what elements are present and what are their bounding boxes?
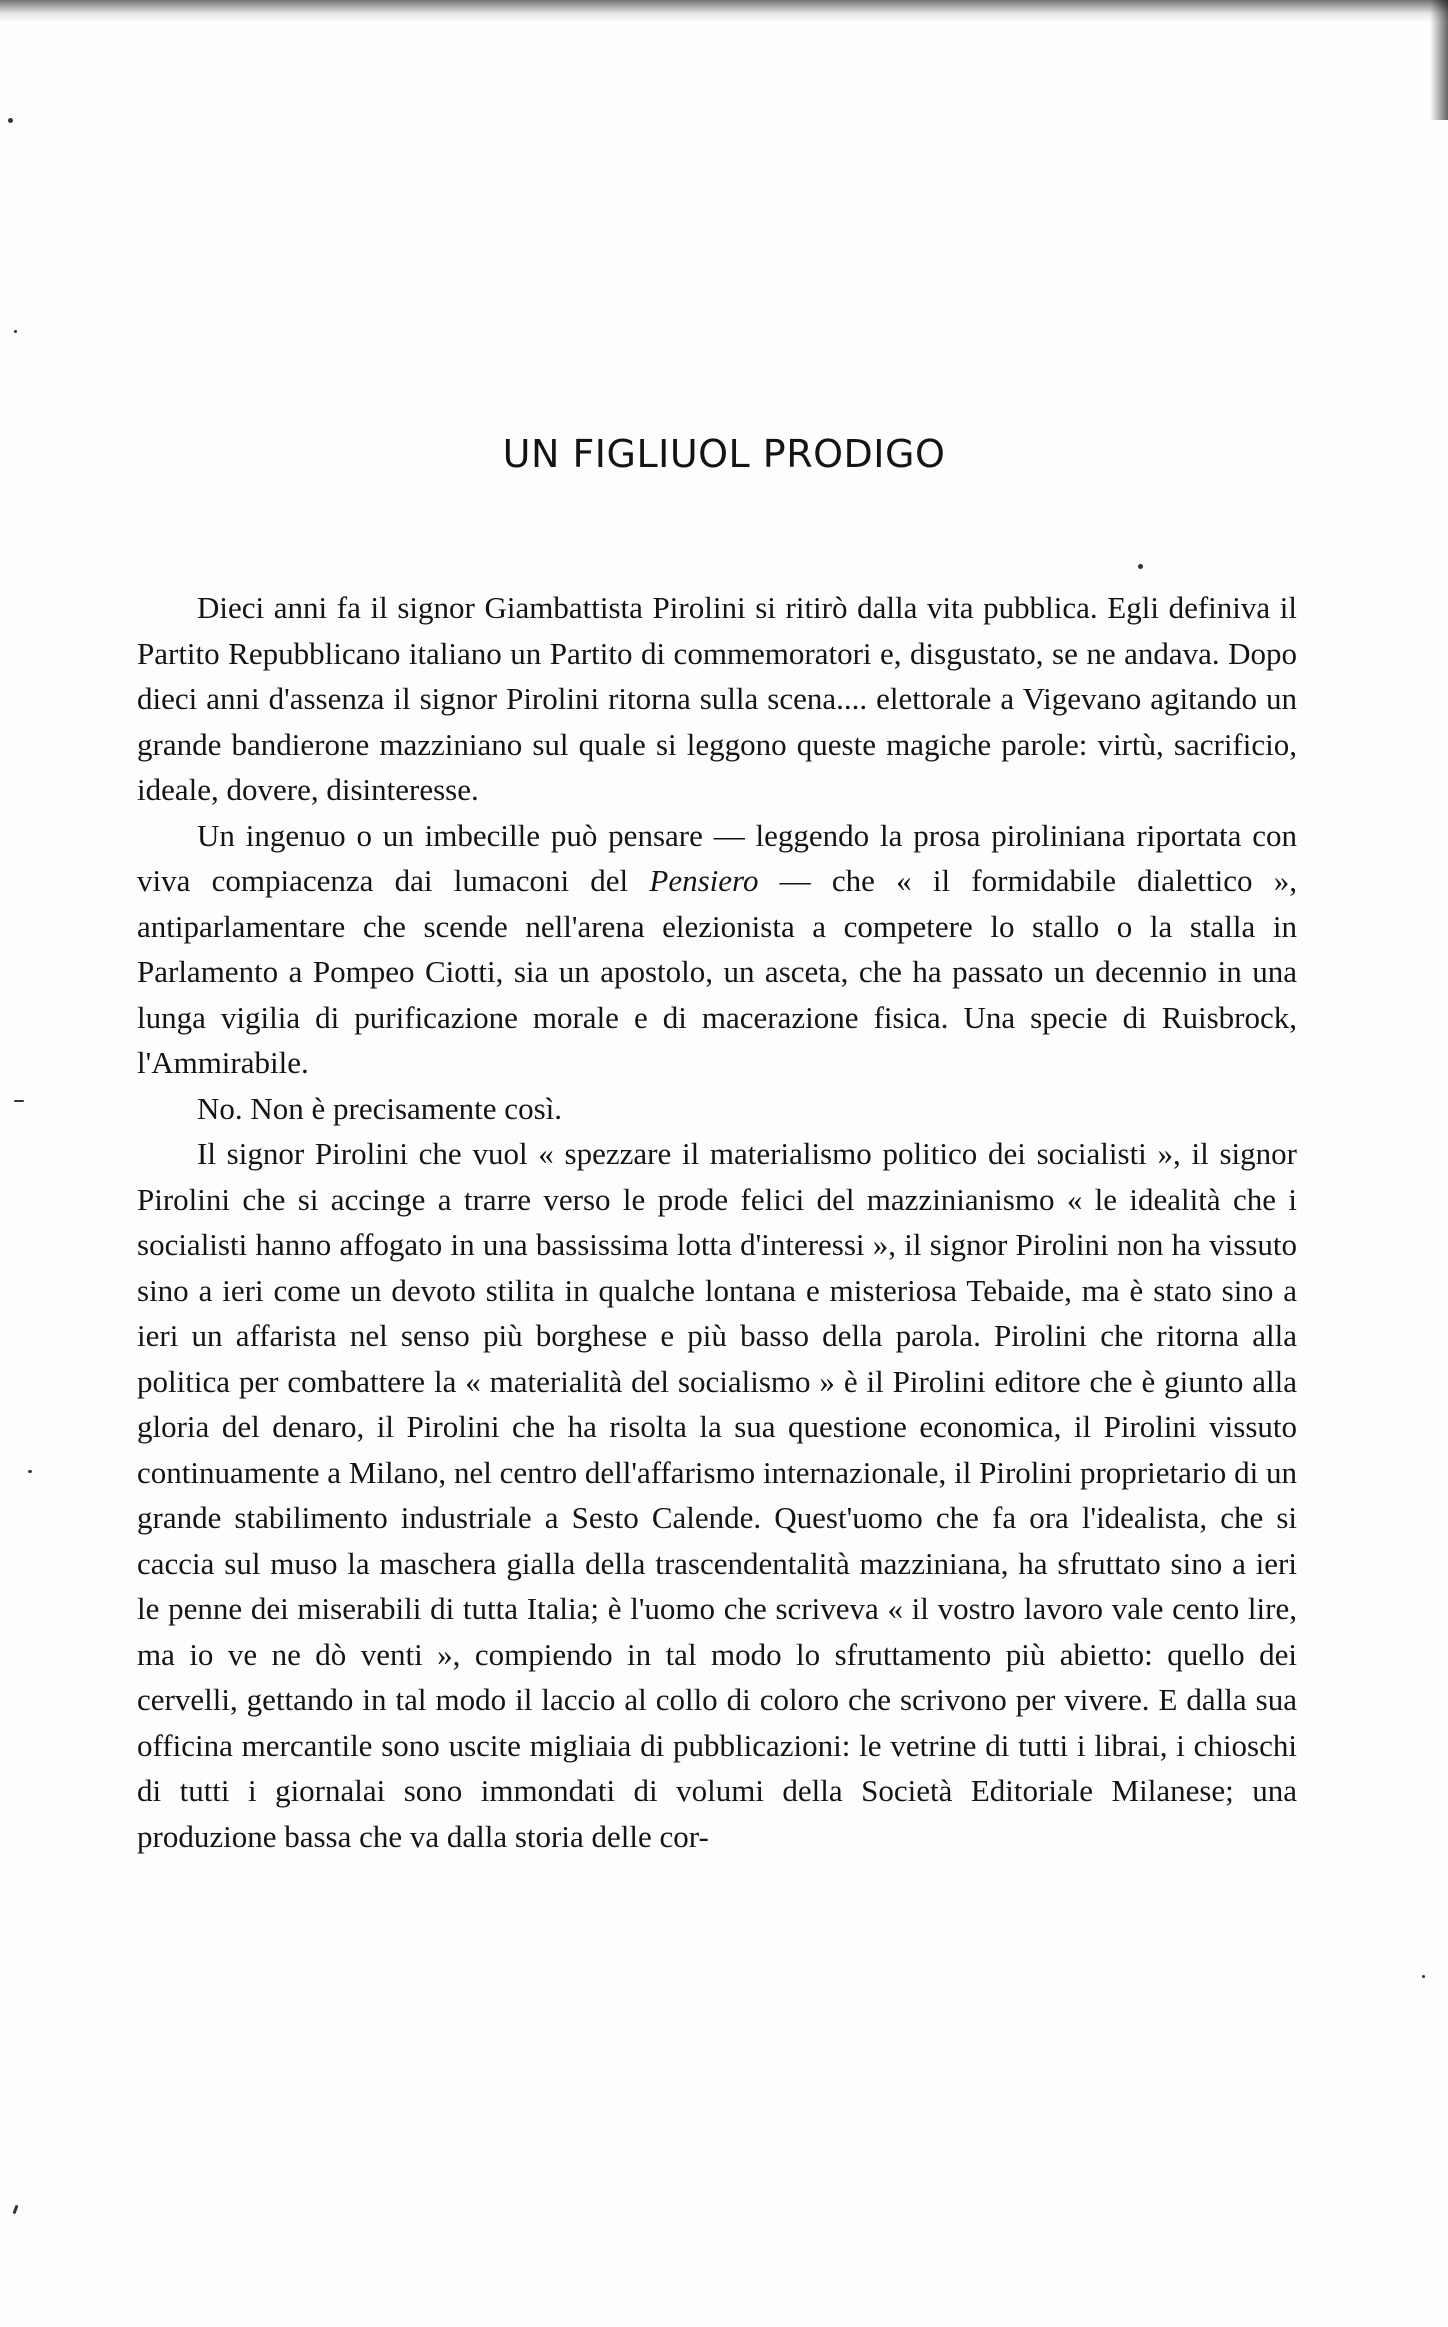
scan-shadow-top [0,0,1448,22]
scan-speck [1422,1975,1425,1978]
scan-speck [28,1470,32,1473]
paragraph: No. Non è precisamente così. [197,1090,562,1126]
italic-title: Pensiero [649,863,759,898]
scan-speck [13,2205,19,2214]
paragraph: Dieci anni fa il signor Giambattista Pirolini si ritirò dalla vita pubblica. Egli definiva il Partito Repubblicano italiano un Partito di commemoratori e, disgustato, se ne andava. Dopo dieci anni d'assenza il signor Pirolini ritorna sulla scena.... elettorale a Vigevano agitando un grande bandierone mazziniano sul quale si leggono queste magiche parole: virtù, sacrificio, ideale, dovere, disinteresse. [137,590,1297,807]
paragraph: Il signor Pirolini che vuol « spezzare il materialismo politico dei socialisti », il signor Pirolini che si accinge a trarre verso le prode felici del mazzinianismo « le idealità che i socialisti hanno affogato in una bassissima lotta d'interessi », il signor Pirolini non ha vissuto sino a ieri come un devoto stilita in qualche lontana e misteriosa Tebaide, ma è stato sino a ieri un affarista nel senso più borghese e più basso della parola. Pirolini che ritorna alla politica per combattere la « materialità del socialismo » è il Pirolini editore che è giunto alla gloria del denaro, il Pirolini che ha risolta la sua questione economica, il Pirolini vissuto continuamente a Milano, nel centro dell'affarismo internazionale, il Pirolini proprietario di un grande stabilimento industriale a Sesto Calende. Quest'uomo che fa ora l'idealista, che si caccia sul muso la maschera gialla della trascendentalità mazziniana, ha sfruttato sino a ieri le penne dei miserabili di tutta Italia; è l'uomo che scriveva « il vostro lavoro vale cento lire, ma io ve ne dò venti », compiendo in tal modo lo sfruttamento più abietto: quello dei cervelli, gettando in tal modo il laccio al collo di coloro che scrivono per vivere. E dalla sua officina mercantile sono uscite migliaia di pubblicazioni: le vetrine di tutti i librai, i chioschi di tutti i giornalai sono immondati di volumi della Società Editoriale Milanese; una produzione bassa che va dalla storia delle cor- [137,1136,1297,1854]
page-title: UN FIGLIUOL PRODIGO [502,432,946,476]
scan-speck [1138,564,1143,569]
paragraph-text: Un ingenuo o un imbecille può pensare — leggendo la prosa piroliniana riportata con viva compiacenza dai lumaconi del [137,817,1297,898]
scan-shadow-right [1430,0,1448,120]
scan-speck [14,330,17,333]
paragraph [137,813,1297,1086]
article-body [137,585,1297,1859]
scan-speck [8,118,13,123]
paragraph-text: — che « il formidabile dialettico », antiparlamentare che scende nell'arena elezionista a competere lo stallo o la stalla in Parlamento a Pompeo Ciotti, sia un apostolo, un asceta, che ha passato un decennio in una lunga vigilia di purificazione morale e di macerazione fisica. Una specie di Ruisbrock, l'Ammirabile. [137,863,1298,1080]
scan-speck [14,1100,24,1102]
